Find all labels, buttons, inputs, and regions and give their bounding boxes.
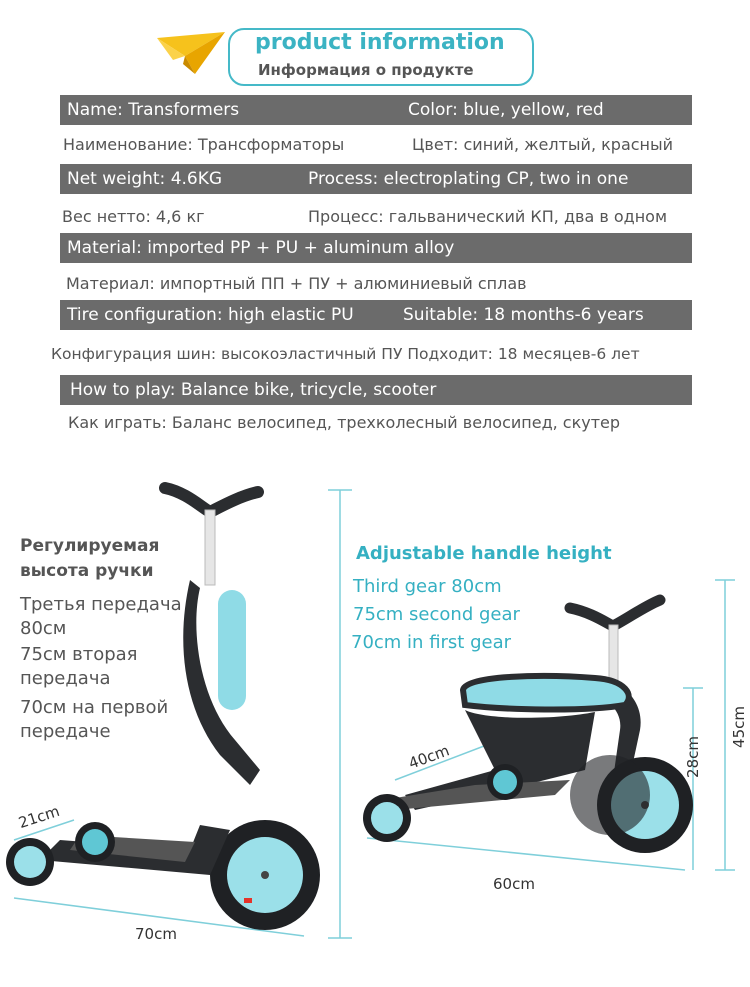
- gear1-en: 70cm in first gear: [351, 632, 512, 653]
- gear2-en: 75cm second gear: [353, 604, 520, 625]
- header-title-ru: Информация о продукте: [258, 61, 474, 79]
- spec-bar-material: [60, 233, 692, 263]
- spec-process-ru: Процесс: гальванический КП, два в одном: [308, 207, 668, 226]
- gear2-ru-line1: 75см вторая: [20, 644, 138, 665]
- dim-trike-depth: 40cm: [406, 741, 452, 773]
- spec-name-en: Name: Transformers: [67, 100, 240, 120]
- spec-weight-en: Net weight: 4.6KG: [67, 169, 223, 189]
- spec-process-en: Process: electroplating CP, two in one: [308, 169, 629, 189]
- spec-bar-weight-process: [60, 164, 692, 194]
- spec-bar-tire-suitable: [60, 300, 692, 330]
- gear1-ru-line1: 70см на первой: [20, 697, 169, 718]
- spec-play-en: How to play: Balance bike, tricycle, scooter: [70, 380, 437, 400]
- dim-scooter-width: 21cm: [16, 801, 62, 833]
- dim-trike-length: 60cm: [493, 875, 535, 893]
- dim-scooter-length: 70cm: [135, 925, 177, 943]
- spec-play-ru: Как играть: Баланс велосипед, трехколесный велосипед, скутер: [68, 413, 621, 432]
- dim-trike-total-height: 45cm: [729, 706, 748, 748]
- gear3-ru-line2: 80см: [20, 618, 67, 639]
- gear1-ru-line2: передаче: [20, 721, 111, 742]
- feature-heading-ru-line2: высота ручки: [20, 561, 154, 581]
- feature-heading-ru-line1: Регулируемая: [20, 536, 160, 556]
- spec-suitable-en: Suitable: 18 months-6 years: [403, 305, 644, 325]
- gear2-ru-line2: передача: [20, 668, 111, 689]
- paper-plane-icon: [155, 30, 227, 80]
- spec-color-ru: Цвет: синий, желтый, красный: [412, 135, 674, 154]
- spec-material-ru: Материал: импортный ПП + ПУ + алюминиевый сплав: [66, 274, 527, 293]
- spec-tire-suitable-ru: Конфигурация шин: высокоэластичный ПУ Подходит: 18 месяцев-6 лет: [51, 345, 640, 363]
- feature-heading-en: Adjustable handle height: [356, 543, 612, 564]
- spec-weight-ru: Вес нетто: 4,6 кг: [62, 207, 205, 226]
- spec-tire-en: Tire configuration: high elastic PU: [67, 305, 354, 325]
- dim-trike-seat-height: 28cm: [683, 736, 702, 778]
- spec-material-en: Material: imported PP + PU + aluminum alloy: [67, 238, 455, 258]
- header-title-en: product information: [255, 30, 505, 55]
- gear3-ru-line1: Третья передача: [20, 594, 182, 615]
- spec-color-en: Color: blue, yellow, red: [408, 100, 604, 120]
- spec-bar-play: [60, 375, 692, 405]
- gear3-en: Third gear 80cm: [353, 576, 502, 597]
- spec-name-ru: Наименование: Трансформаторы: [63, 135, 345, 154]
- scooter-illustration: [0, 470, 360, 983]
- spec-bar-name-color: [60, 95, 692, 125]
